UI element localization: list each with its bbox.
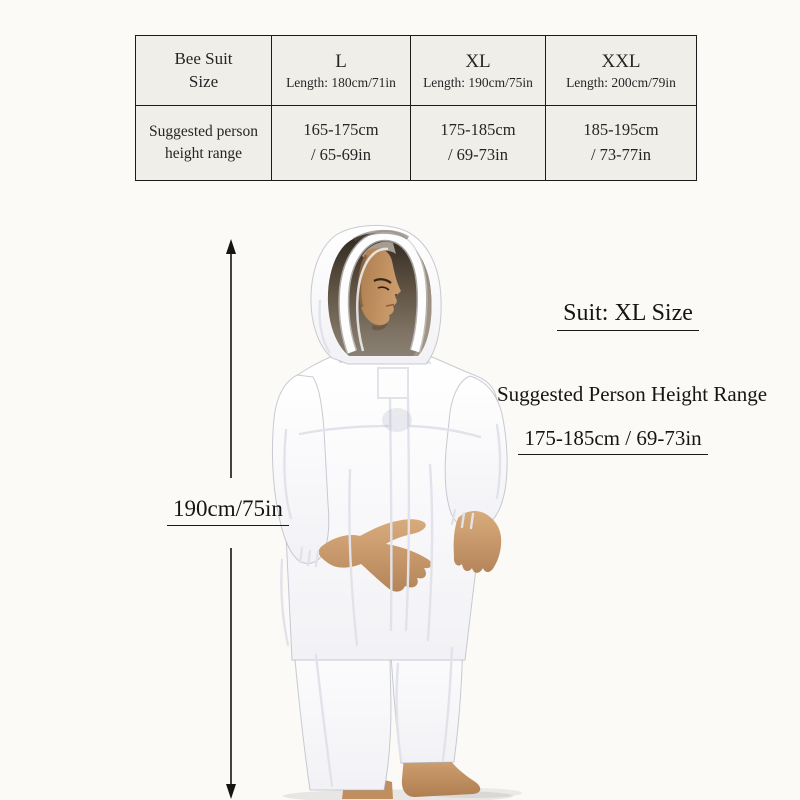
range-xl-cm: 175-185cm: [440, 120, 516, 140]
height-range-value: [453, 426, 773, 455]
corner-line2: Size: [188, 71, 219, 91]
range-l-cm: 165-175cm: [303, 120, 379, 140]
nostril: [395, 294, 397, 296]
size-xl-length: Length: 190cm/75in: [423, 74, 533, 90]
range-xxl-cm: 185-195cm: [583, 120, 659, 140]
size-l-name: L: [335, 50, 347, 72]
hood-veil: [311, 225, 441, 364]
size-xxl-name: XXL: [601, 50, 641, 72]
left-sleeve: [272, 375, 328, 563]
right-hand: [454, 511, 502, 573]
range-xxl-in: / 73-77in: [590, 145, 652, 164]
size-l-length: Length: 180cm/71in: [286, 74, 396, 90]
suit-size-text: Suit: XL Size: [557, 300, 699, 331]
height-label-text: 190cm/75in: [167, 496, 289, 526]
suit-size-label: [468, 300, 788, 331]
corner-line1: Bee Suit: [174, 48, 233, 68]
height-range-title: [460, 382, 800, 407]
size-xl-name: XL: [465, 50, 491, 72]
range-label-line2: height range: [164, 145, 243, 162]
range-l-in: / 65-69in: [310, 145, 372, 164]
height-label: [147, 496, 309, 526]
range-xl-in: / 69-73in: [447, 145, 509, 164]
size-xxl-length: Length: 200cm/79in: [566, 74, 676, 90]
range-label-line1: Suggested person: [149, 123, 258, 141]
height-range-title-text: Suggested Person Height Range: [496, 382, 768, 406]
zip-garage-patch: [378, 368, 408, 398]
flap-knot-shading: [382, 408, 412, 432]
height-range-value-text: 175-185cm / 69-73in: [518, 426, 707, 455]
